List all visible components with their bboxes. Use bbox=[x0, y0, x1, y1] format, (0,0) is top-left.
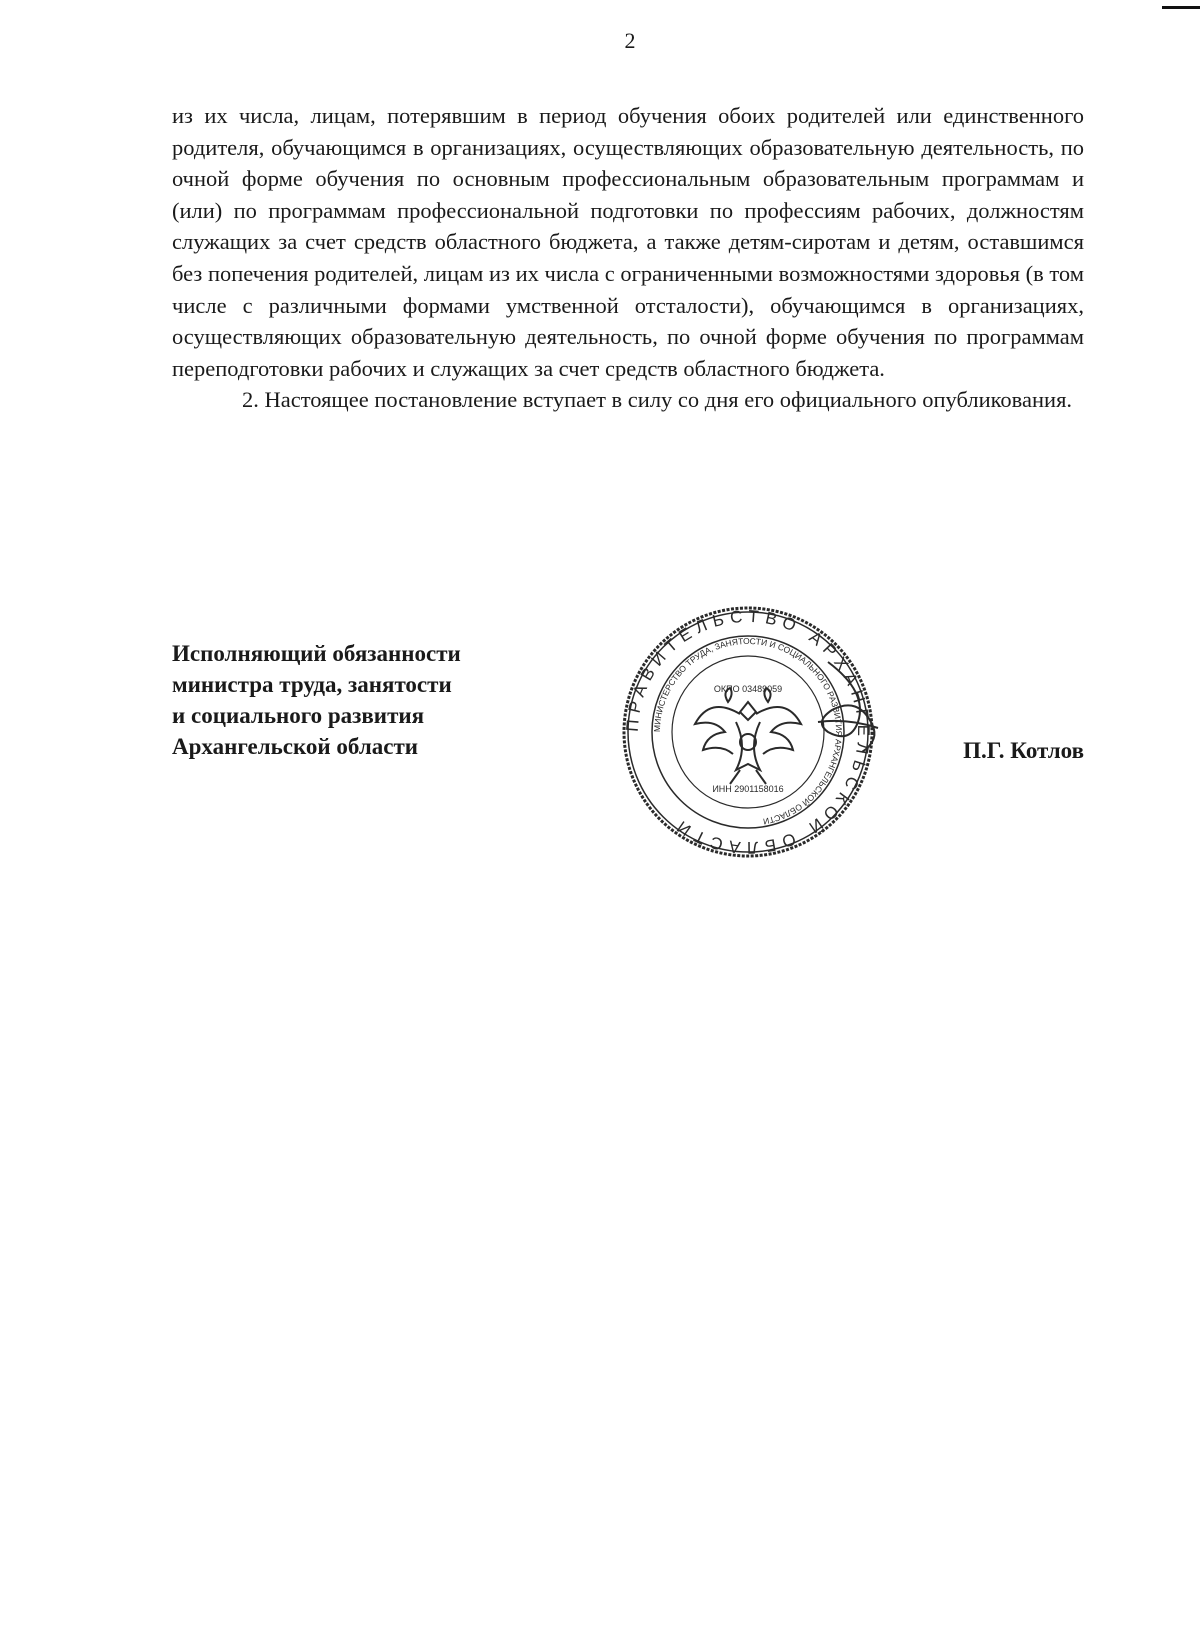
signatory-title-line: Архангельской области bbox=[172, 734, 419, 759]
signatory-title bbox=[172, 638, 592, 762]
signatory-title-line: Исполняющий обязанности bbox=[172, 641, 461, 666]
document-body bbox=[172, 100, 1084, 416]
signatory-title-line: и социального развития bbox=[172, 703, 425, 728]
signatory-name: П.Г. Котлов bbox=[963, 738, 1084, 763]
seal-inn: ИНН 2901158016 bbox=[712, 784, 784, 794]
seal-outer-text: ПРАВИТЕЛЬСТВО АРХАНГЕЛЬСКОЙ ОБЛАСТИ bbox=[622, 606, 874, 858]
seal-okpo: ОКПО 03489059 bbox=[713, 684, 783, 694]
signatory-title-line: министра труда, занятости bbox=[172, 672, 452, 697]
double-headed-eagle-emblem bbox=[695, 688, 801, 784]
official-seal-stamp bbox=[618, 602, 908, 864]
paragraph-continuation: из их числа, лицам, потерявшим в период обучения обоих родителей или единственного родителя, обучающимся в организациях, осуществляющих образовательную деятельность, по очной форме обучения по основным профессиональным образовательным программам и (или) по программам профессиональной подготовки по профессиям рабочих, должностям служащих за счет средств областного бюджета, а также детям-сиротам и детям, оставшимся без попечения родителей, лицам из их числа с ограниченными возможностями здоровья (в том числе с различными формами умственной отсталости), обучающимся в организациях, осуществляющих образовательную деятельность, по очной форме обучения по программам переподготовки рабочих и служащих за счет средств областного бюджета. bbox=[172, 103, 1084, 381]
seal-inner-text: МИНИСТЕРСТВО ТРУДА, ЗАНЯТОСТИ И СОЦИАЛЬНОГО РАЗВИТИЯ АРХАНГЕЛЬСКОЙ ОБЛАСТИ bbox=[651, 635, 845, 827]
top-edge-rule bbox=[1162, 6, 1200, 9]
page-number: 2 bbox=[624, 28, 636, 53]
paragraph-effective-date: 2. Настоящее постановление вступает в силу со дня его официального опубликования. bbox=[242, 387, 1073, 413]
